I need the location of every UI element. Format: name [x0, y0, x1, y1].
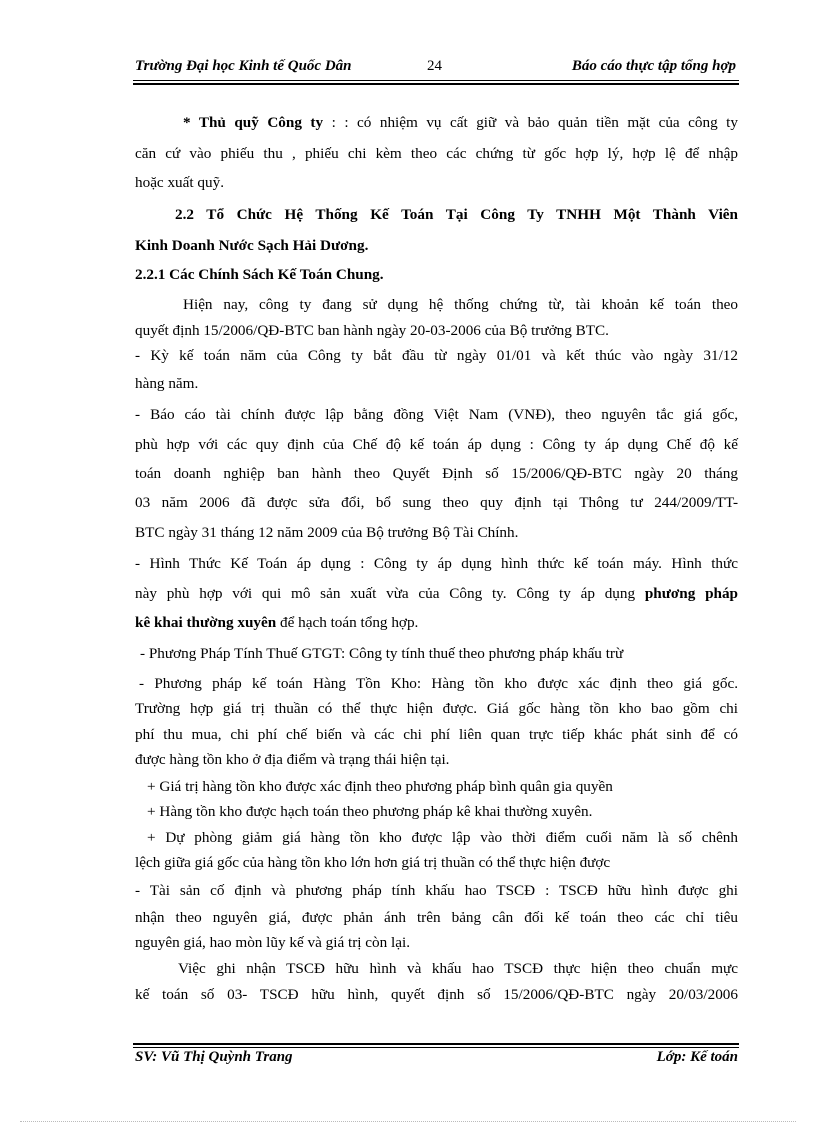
- text-line: lệch giữa giá gốc của hàng tồn kho lớn hơn giá trị thuần có thể thực hiện được: [135, 854, 611, 871]
- text-line: hàng năm.: [135, 375, 199, 392]
- text-line: - Báo cáo tài chính được lập bằng đồng Việt Nam (VNĐ), theo nguyên tắc giá gốc,: [135, 406, 738, 423]
- header-rule: [133, 80, 739, 81]
- text-line: - Phương Pháp Tính Thuế GTGT: Công ty tính thuế theo phương pháp khấu trừ: [140, 645, 624, 662]
- header-report-title: Báo cáo thực tập tổng hợp: [571, 58, 736, 74]
- footer-class: Lớp: Kế toán: [656, 1049, 738, 1065]
- header-rule-thick: [133, 83, 739, 85]
- text-line: + Giá trị hàng tồn kho được xác định theo phương pháp bình quân gia quyền: [147, 778, 613, 795]
- text-line: BTC ngày 31 tháng 12 năm 2009 của Bộ trưởng Bộ Tài Chính.: [135, 524, 519, 541]
- text-line: phí thu mua, chi phí chế biến và các chi phí liên quan trực tiếp khác phát sinh để có: [135, 726, 738, 743]
- text-line: phù hợp với các quy định của Chế độ kế toán áp dụng : Công ty áp dụng Chế độ kế: [135, 436, 738, 453]
- section-heading: Kinh Doanh Nước Sạch Hải Dương.: [135, 237, 369, 254]
- section-heading: 2.2 Tổ Chức Hệ Thống Kế Toán Tại Công Ty TNHH Một Thành Viên: [175, 206, 738, 223]
- subsection-heading: 2.2.1 Các Chính Sách Kế Toán Chung.: [135, 266, 384, 283]
- page-edge-divider: [20, 1121, 796, 1122]
- text-line: + Hàng tồn kho được hạch toán theo phương pháp kê khai thường xuyên.: [147, 803, 593, 820]
- text-line: Hiện nay, công ty đang sử dụng hệ thống chứng từ, tài khoản kế toán theo: [183, 296, 738, 313]
- text-line: kê khai thường xuyên để hạch toán tổng hợp.: [135, 614, 419, 631]
- text-line: căn cứ vào phiếu thu , phiếu chi kèm theo các chứng từ gốc hợp lý, hợp lệ để nhập: [135, 145, 738, 162]
- text-line: + Dự phòng giảm giá hàng tồn kho được lập vào thời điểm cuối năm là số chênh: [147, 829, 738, 846]
- text-line: kế toán số 03- TSCĐ hữu hình, quyết định số 15/2006/QĐ-BTC ngày 20/03/2006: [135, 986, 738, 1003]
- text-line: này phù hợp với qui mô sản xuất vừa của Công ty. Công ty áp dụng phương pháp: [135, 585, 738, 602]
- footer-rule-thick: [133, 1043, 739, 1045]
- page-footer: [135, 1048, 738, 1070]
- text-line: Trường hợp giá trị thuần có thể thực hiện được. Giá gốc hàng tồn kho bao gồm chi: [135, 700, 738, 717]
- text-line: - Tài sản cố định và phương pháp tính khấu hao TSCĐ : TSCĐ hữu hình được ghi: [135, 882, 738, 899]
- text-line: * Thủ quỹ Công ty : : có nhiệm vụ cất giữ và bảo quản tiền mặt của công ty: [183, 114, 738, 131]
- text-line: quyết định 15/2006/QĐ-BTC ban hành ngày 20-03-2006 của Bộ trưởng BTC.: [135, 322, 609, 339]
- text-line: - Hình Thức Kế Toán áp dụng : Công ty áp dụng hình thức kế toán máy. Hình thức: [135, 555, 738, 572]
- footer-student: SV: Vũ Thị Quỳnh Trang: [135, 1049, 293, 1065]
- text-line: nguyên giá, hao mòn lũy kế và giá trị còn lại.: [135, 934, 410, 951]
- text-line: nhận theo nguyên giá, được phản ánh trên bảng cân đối kế toán theo các chỉ tiêu: [135, 909, 738, 926]
- text-line: Việc ghi nhận TSCĐ hữu hình và khấu hao TSCĐ thực hiện theo chuẩn mực: [178, 960, 738, 977]
- page-header: [135, 55, 738, 79]
- header-school: Trường Đại học Kinh tế Quốc Dân: [135, 58, 352, 74]
- text-line: toán doanh nghiệp ban hành theo Quyết Định số 15/2006/QĐ-BTC ngày 20 tháng: [135, 465, 738, 482]
- text-line: được hàng tồn kho ở địa điểm và trạng thái hiện tại.: [135, 751, 450, 768]
- text-line: - Kỳ kế toán năm của Công ty bắt đầu từ ngày 01/01 và kết thúc vào ngày 31/12: [135, 347, 738, 364]
- text-line: 03 năm 2006 đã được sửa đổi, bổ sung theo quy định tại Thông tư 244/2009/TT-: [135, 494, 738, 511]
- text-line: - Phương pháp kế toán Hàng Tồn Kho: Hàng tồn kho được xác định theo giá gốc.: [139, 675, 738, 692]
- page-number: 24: [427, 58, 442, 74]
- text-line: hoặc xuất quỹ.: [135, 174, 224, 191]
